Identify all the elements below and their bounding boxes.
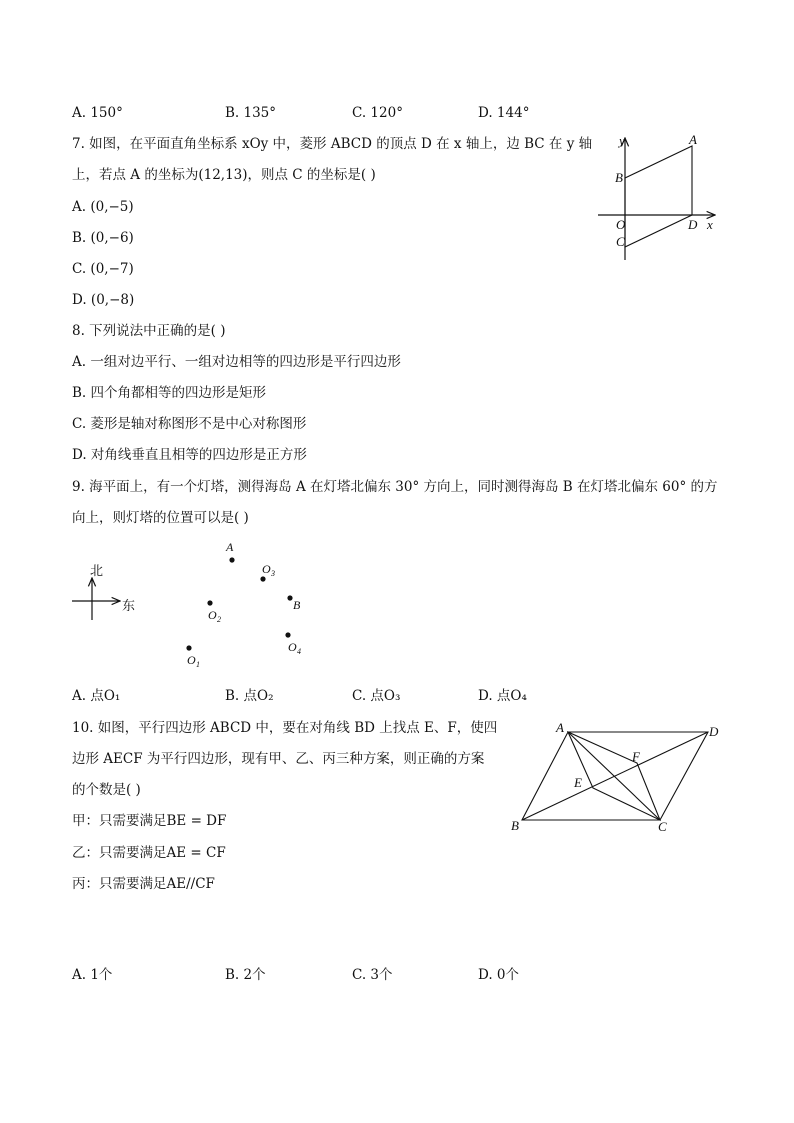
q10-option-c: C. 3个	[352, 967, 393, 983]
island-a-dot	[229, 557, 234, 562]
east-label: 东	[122, 599, 136, 614]
q7-stem-line1: 7. 如图，在平面直角坐标系 xOy 中，菱形 ABCD 的顶点 D 在 x 轴上，边 BC 在 y 轴	[72, 136, 593, 152]
q6-option-b: B. 135°	[225, 105, 277, 121]
point-b-label: B	[511, 818, 519, 833]
diagonal-bd	[522, 732, 708, 820]
point-o4-label: O	[288, 640, 297, 654]
point-d-label: D	[688, 217, 698, 232]
q10-plan-yi: 乙：只需要满足AE = CF	[72, 845, 226, 861]
point-o2-subscript: 2	[217, 615, 221, 624]
q9-option-d: D. 点O₄	[478, 688, 527, 704]
y-label: y	[619, 133, 625, 148]
q10-plan-bing: 丙：只需要满足AE//CF	[72, 876, 215, 892]
point-d-label: D	[709, 724, 719, 739]
q8-option-a: A. 一组对边平行、一组对边相等的四边形是平行四边形	[72, 354, 401, 370]
point-o3-label: O	[262, 562, 271, 576]
rhombus-abcd	[625, 146, 692, 247]
q9-option-c: C. 点O₃	[352, 688, 401, 704]
q9-stem-line1: 9. 海平面上，有一个灯塔，测得海岛 A 在灯塔北偏东 30° 方向上，同时测得海岛 B 在灯塔北偏东 60° 的方	[72, 479, 718, 495]
q9-option-b: B. 点O₂	[225, 688, 274, 704]
q8-stem: 8. 下列说法中正确的是( )	[72, 323, 226, 339]
q10-stem-line2: 边形 AECF 为平行四边形，现有甲、乙、丙三种方案，则正确的方案	[72, 751, 485, 767]
island-a-label: A	[226, 540, 234, 554]
q9-stem-line2: 向上，则灯塔的位置可以是( )	[72, 510, 249, 526]
q10-option-b: B. 2个	[225, 967, 266, 983]
island-b-label: B	[293, 598, 301, 612]
point-o1-dot	[186, 645, 191, 650]
point-o3-dot	[260, 576, 265, 581]
point-o3-subscript: 3	[271, 569, 275, 578]
island-b-dot	[287, 595, 292, 600]
q7-option-c: C. (0,−7)	[72, 261, 134, 277]
point-o1-subscript: 1	[196, 660, 200, 669]
q10-stem-line1: 10. 如图，平行四边形 ABCD 中，要在对角线 BD 上找点 E、F，使四	[72, 720, 498, 736]
q7-option-b: B. (0,−6)	[72, 230, 134, 246]
q7-option-d: D. (0,−8)	[72, 292, 135, 308]
q7-coordinate-figure	[595, 130, 725, 265]
q10-stem-line3: 的个数是( )	[72, 782, 141, 798]
q6-option-d: D. 144°	[478, 105, 530, 121]
q10-option-d: D. 0个	[478, 967, 520, 983]
q10-option-a: A. 1个	[72, 967, 113, 983]
point-c-label: C	[658, 819, 667, 834]
origin-label: O	[616, 217, 626, 232]
q8-option-b: B. 四个角都相等的四边形是矩形	[72, 385, 267, 401]
q6-option-c: C. 120°	[352, 105, 403, 121]
point-o4-subscript: 4	[297, 647, 301, 656]
q7-option-a: A. (0,−5)	[72, 199, 134, 215]
point-a-label: A	[556, 720, 564, 735]
q9-compass-figure	[65, 538, 325, 673]
q8-option-d: D. 对角线垂直且相等的四边形是正方形	[72, 447, 307, 463]
q9-option-a: A. 点O₁	[72, 688, 121, 704]
x-label: x	[707, 217, 713, 232]
point-a-label: A	[689, 132, 697, 147]
point-f-label: F	[632, 749, 640, 764]
q10-parallelogram-figure	[505, 718, 730, 836]
point-o2-dot	[207, 600, 212, 605]
point-o4-dot	[285, 632, 290, 637]
north-label: 北	[90, 564, 104, 579]
point-o1-label: O	[187, 653, 196, 667]
q7-stem-line2: 上，若点 A 的坐标为(12,13)，则点 C 的坐标是( )	[72, 167, 376, 183]
point-b-label: B	[615, 170, 623, 185]
q10-plan-jia: 甲：只需要满足BE = DF	[72, 813, 227, 829]
point-o2-label: O	[208, 608, 217, 622]
point-c-label: C	[616, 234, 625, 249]
q8-option-c: C. 菱形是轴对称图形不是中心对称图形	[72, 416, 307, 432]
point-e-label: E	[574, 775, 582, 790]
q6-option-a: A. 150°	[72, 105, 123, 121]
